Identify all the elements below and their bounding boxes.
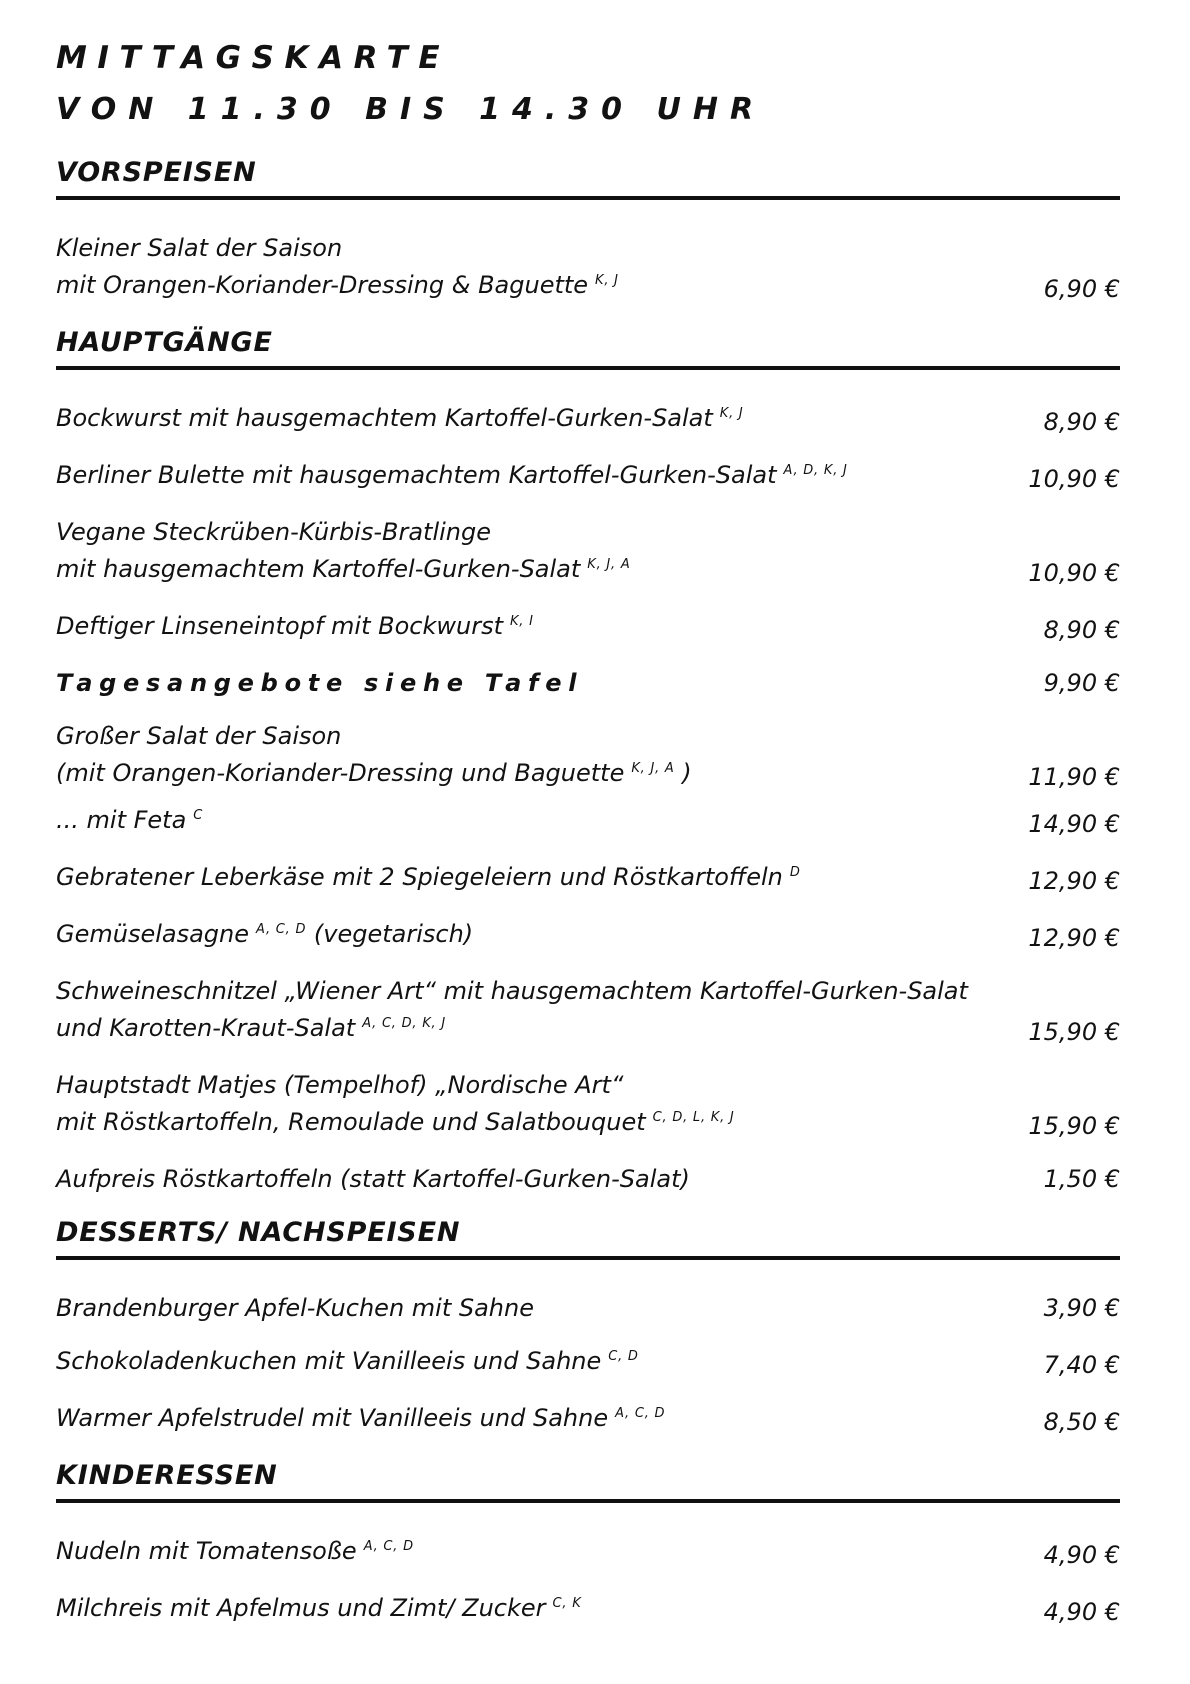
item-description (56, 1161, 1024, 1198)
item-description (56, 400, 1024, 441)
menu-item (56, 973, 1120, 1051)
item-line-text: Berliner Bulette mit hausgemachtem Kartoffel-Gurken-Salat (56, 461, 777, 489)
item-line-text: mit Orangen-Koriander-Dressing & Baguette (56, 271, 589, 299)
item-line-text: Bockwurst mit hausgemachtem Kartoffel-Gurken-Salat (56, 404, 713, 432)
item-price: 4,90 € (1043, 1541, 1120, 1569)
item-line (56, 859, 1008, 900)
section-heading: HAUPTGÄNGE (56, 326, 1120, 370)
item-line (56, 1104, 1008, 1145)
menu-item (56, 859, 1120, 900)
menu-item (56, 1161, 1120, 1198)
allergen-codes: A, D, K, J (783, 463, 848, 478)
item-line-text: mit hausgemachtem Kartoffel-Gurken-Salat (56, 555, 581, 583)
menu-section (56, 1216, 1120, 1441)
item-price: 7,40 € (1043, 1351, 1120, 1379)
item-line (56, 1161, 1024, 1198)
menu-item (56, 1590, 1120, 1631)
item-line-text: Warmer Apfelstrudel mit Vanilleeis und Sahne (56, 1404, 609, 1432)
item-price: 8,90 € (1043, 616, 1120, 644)
page-title: MITTAGSKARTE (56, 40, 451, 76)
item-line-suffix: ) (674, 759, 692, 787)
item-description (56, 1290, 1024, 1327)
menu-sections (56, 156, 1120, 1631)
item-line (56, 1067, 1008, 1104)
menu-item (56, 608, 1120, 649)
item-price: 3,90 € (1043, 1294, 1120, 1322)
allergen-codes: A, C, D, K, J (362, 1016, 446, 1031)
allergen-codes: K, J, A (587, 557, 631, 572)
item-line (56, 1533, 1024, 1574)
section-heading: KINDERESSEN (56, 1459, 1120, 1503)
item-description (56, 1343, 1024, 1384)
item-description (56, 230, 1024, 308)
item-price: 1,50 € (1043, 1165, 1120, 1193)
item-line (56, 1400, 1024, 1441)
item-line (56, 1590, 1024, 1631)
allergen-codes: A, C, D (256, 922, 307, 937)
item-description (56, 514, 1008, 592)
item-price: 9,90 € (1043, 669, 1120, 697)
item-line-text: Milchreis mit Apfelmus und Zimt/ Zucker (56, 1594, 546, 1622)
item-line (56, 514, 1008, 551)
item-line-text: Gemüselasagne (56, 920, 250, 948)
item-price: 10,90 € (1028, 465, 1120, 493)
allergen-codes: C, K (552, 1596, 582, 1611)
item-description (56, 718, 1008, 796)
page-subtitle: VON 11.30 BIS 14.30 UHR (56, 92, 766, 127)
item-line-text: ... mit Feta (56, 806, 187, 834)
allergen-codes: K, I (510, 614, 534, 629)
item-line-text: Großer Salat der Saison (56, 722, 342, 750)
allergen-codes: K, J, A (631, 761, 675, 776)
allergen-codes: A, C, D (615, 1406, 666, 1421)
item-price: 12,90 € (1028, 867, 1120, 895)
item-description (56, 916, 1008, 957)
item-price: 8,90 € (1043, 408, 1120, 436)
menu-item (56, 514, 1120, 592)
item-line (56, 973, 1008, 1010)
item-price: 15,90 € (1028, 1018, 1120, 1046)
item-description (56, 1400, 1024, 1441)
item-price: 11,90 € (1028, 763, 1120, 791)
item-price: 10,90 € (1028, 559, 1120, 587)
item-price: 4,90 € (1043, 1598, 1120, 1626)
allergen-codes: A, C, D (363, 1539, 414, 1554)
menu-section (56, 156, 1120, 308)
item-description (56, 973, 1008, 1051)
allergen-codes: K, J (595, 273, 619, 288)
menu-item (56, 1343, 1120, 1384)
item-line-suffix: (vegetarisch) (306, 920, 474, 948)
item-line (56, 551, 1008, 592)
item-description (56, 608, 1024, 649)
menu-item (56, 1290, 1120, 1327)
menu-item (56, 1400, 1120, 1441)
item-line-text: Vegane Steckrüben-Kürbis-Bratlinge (56, 518, 492, 546)
item-line-text: Aufpreis Röstkartoffeln (statt Kartoffel-Gurken-Salat) (56, 1165, 690, 1193)
menu-item (56, 457, 1120, 498)
item-line (56, 1343, 1024, 1384)
item-price: 12,90 € (1028, 924, 1120, 952)
item-line-text: Tagesangebote siehe Tafel (56, 669, 584, 697)
item-line (56, 802, 1008, 843)
item-description (56, 802, 1008, 843)
item-price: 15,90 € (1028, 1112, 1120, 1140)
item-line (56, 457, 1008, 498)
item-price: 8,50 € (1043, 1408, 1120, 1436)
item-line (56, 1010, 1008, 1051)
menu-item (56, 916, 1120, 957)
menu-item (56, 1067, 1120, 1145)
item-line (56, 230, 1024, 267)
item-line-text: mit Röstkartoffeln, Remoulade und Salatbouquet (56, 1108, 646, 1136)
item-price: 6,90 € (1043, 275, 1120, 303)
item-line-text: Schweineschnitzel „Wiener Art“ mit hausgemachtem Kartoffel-Gurken-Salat (56, 977, 968, 1005)
item-price: 14,90 € (1028, 810, 1120, 838)
section-heading: VORSPEISEN (56, 156, 1120, 200)
item-line-text: (mit Orangen-Koriander-Dressing und Baguette (56, 759, 625, 787)
menu-item (56, 1533, 1120, 1574)
item-description (56, 457, 1008, 498)
item-description (56, 665, 1024, 702)
menu-section (56, 1459, 1120, 1631)
item-line-text: Schokoladenkuchen mit Vanilleeis und Sahne (56, 1347, 602, 1375)
menu-item (56, 400, 1120, 441)
allergen-codes: C, D (608, 1349, 639, 1364)
menu-item (56, 230, 1120, 308)
menu-item (56, 802, 1120, 843)
item-line (56, 665, 1024, 702)
item-line-text: und Karotten-Kraut-Salat (56, 1014, 356, 1042)
item-line-text: Deftiger Linseneintopf mit Bockwurst (56, 612, 503, 640)
menu-item (56, 718, 1120, 796)
item-description (56, 1067, 1008, 1145)
item-line-text: Hauptstadt Matjes (Tempelhof) „Nordische Art“ (56, 1071, 624, 1099)
item-line (56, 718, 1008, 755)
menu-item (56, 665, 1120, 702)
item-line-text: Gebratener Leberkäse mit 2 Spiegeleiern und Röstkartoffeln (56, 863, 783, 891)
item-line (56, 1290, 1024, 1327)
item-line (56, 755, 1008, 796)
item-line-text: Kleiner Salat der Saison (56, 234, 343, 262)
item-line (56, 400, 1024, 441)
item-line (56, 608, 1024, 649)
section-heading: DESSERTS/ NACHSPEISEN (56, 1216, 1120, 1260)
item-line-text: Nudeln mit Tomatensoße (56, 1537, 357, 1565)
item-description (56, 859, 1008, 900)
allergen-codes: K, J (719, 406, 744, 421)
allergen-codes: C (193, 808, 204, 823)
allergen-codes: D (789, 865, 801, 880)
item-description (56, 1533, 1024, 1574)
item-line (56, 267, 1024, 308)
allergen-codes: C, D, L, K, J (652, 1110, 735, 1125)
item-description (56, 1590, 1024, 1631)
item-line-text: Brandenburger Apfel-Kuchen mit Sahne (56, 1294, 534, 1322)
menu-section (56, 326, 1120, 1198)
item-line (56, 916, 1008, 957)
